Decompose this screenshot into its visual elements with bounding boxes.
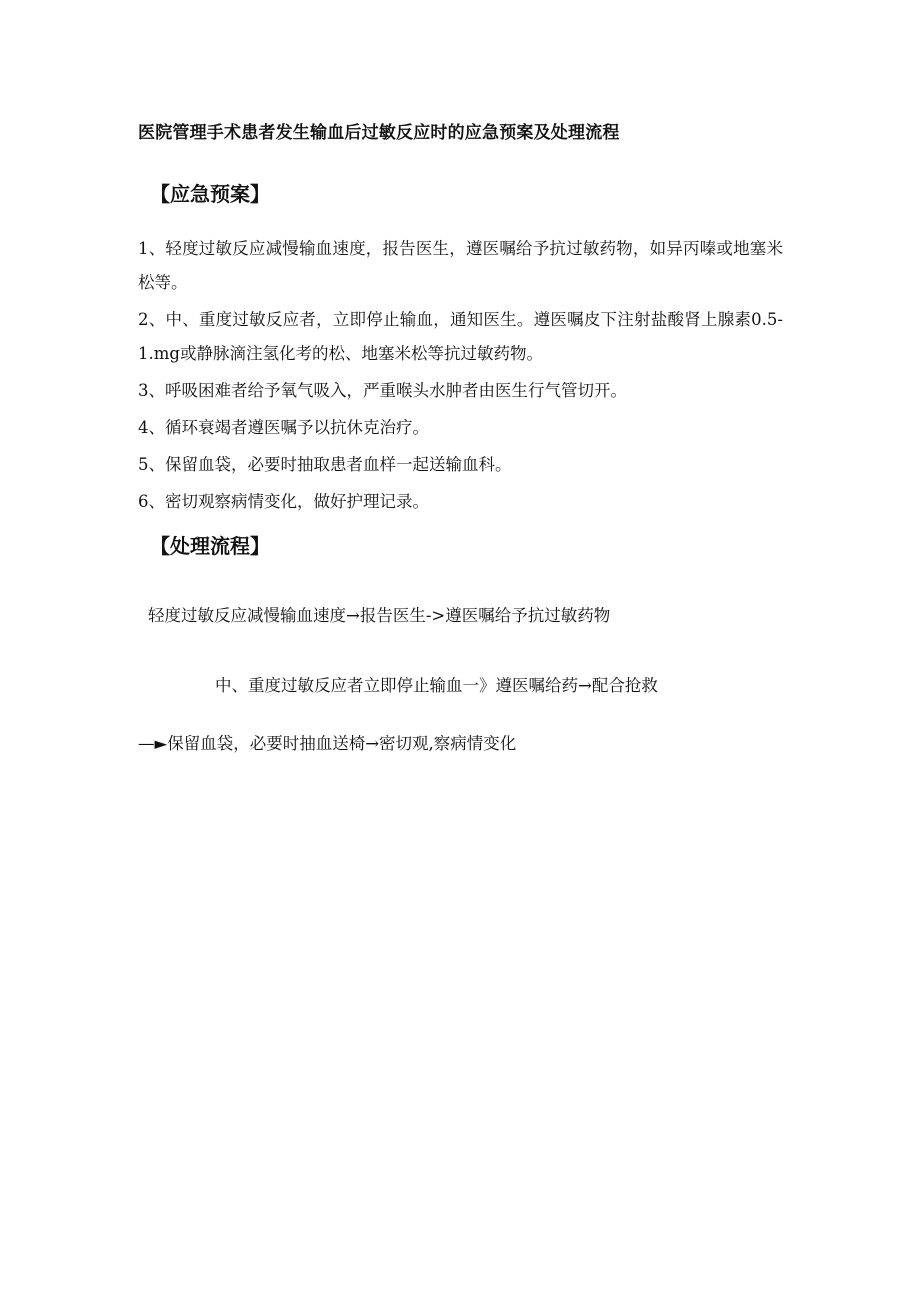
- emergency-plan-list: [138, 232, 783, 522]
- flow-line-followup: —►保留血袋，必要时抽血送椅→密切观,察病情变化: [138, 734, 517, 753]
- plan-item-5: 5、保留血袋，必要时抽取患者血样一起送输血科。: [138, 455, 512, 474]
- plan-item-6: 6、密切观察病情变化，做好护理记录。: [138, 492, 429, 511]
- emergency-plan-heading: 【应急预案】: [150, 182, 270, 206]
- flow-line-mild: 轻度过敏反应减慢输血速度→报告医生->遵医嘱给予抗过敏药物: [148, 606, 611, 625]
- flow-line-severe: 中、重度过敏反应者立即停止输血一》遵医嘱给药→配合抢救: [215, 676, 658, 695]
- process-flow-heading: 【处理流程】: [150, 534, 270, 558]
- plan-item-1: 1、轻度过敏反应减慢输血速度，报告医生，遵医嘱给予抗过敏药物，如异丙嗪或地塞米松等。: [138, 239, 783, 292]
- plan-item-4: 4、循环衰竭者遵医嘱予以抗休克治疗。: [138, 418, 429, 437]
- document-title: 医院管理手术患者发生输血后过敏反应时的应急预案及处理流程: [138, 123, 620, 143]
- plan-item-3: 3、呼吸困难者给予氧气吸入，严重喉头水肿者由医生行气管切开。: [138, 381, 627, 400]
- plan-item-2: 2、中、重度过敏反应者，立即停止输血，通知医生。遵医嘱皮下注射盐酸肾上腺素0.5-1.mg或静脉滴注氢化考的松、地塞米松等抗过敏药物。: [138, 310, 783, 363]
